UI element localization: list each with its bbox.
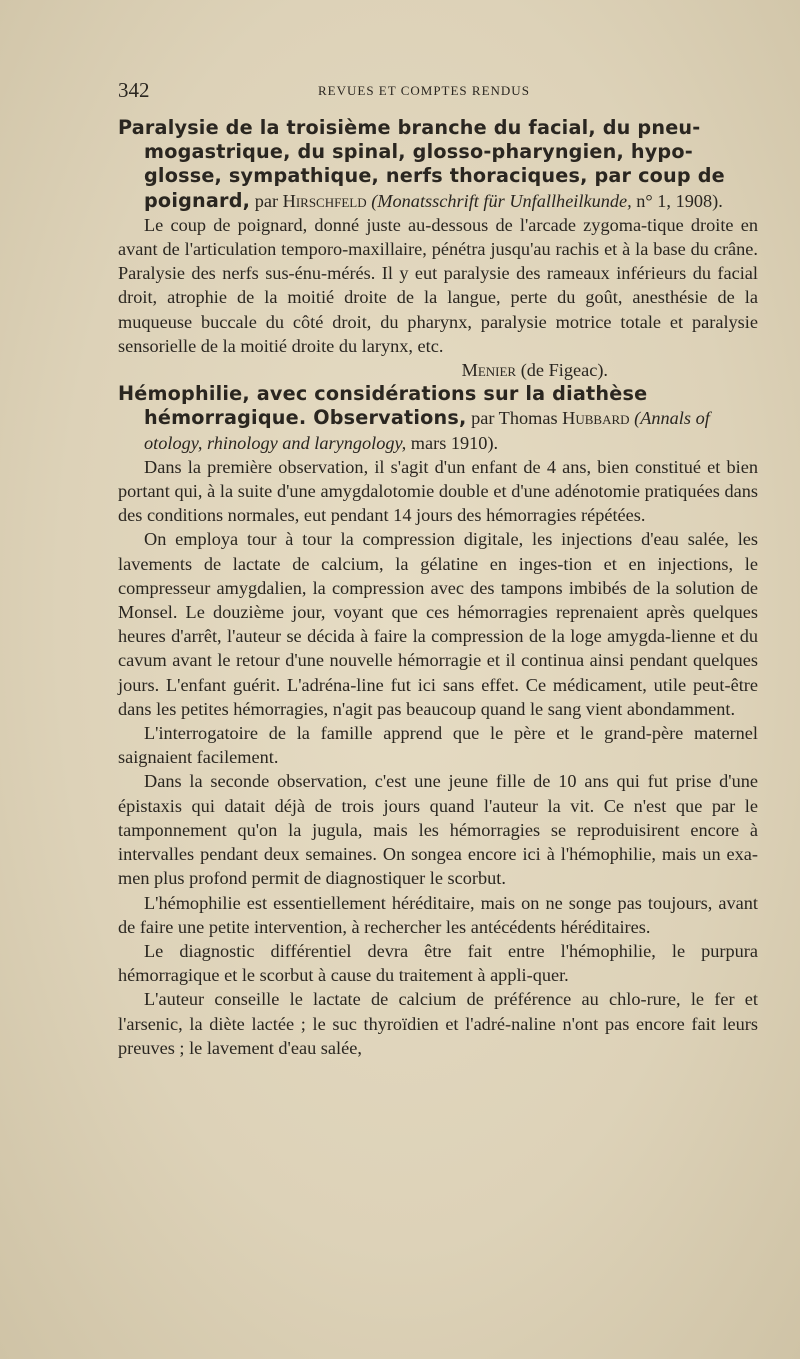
- article2-heading: [118, 382, 758, 455]
- signature-name: Menier: [461, 360, 517, 381]
- article2-paragraph: L'hémophilie est essentiellement héréditaire, mais on ne songe pas toujours, avant de faire une petite intervention, à rechercher les antécédents héréditaires.: [118, 892, 758, 937]
- article2-title: Hémophilie, avec considérations sur la diathèse hémorragique. Observations,: [118, 382, 648, 430]
- article2-paragraph: Le diagnostic différentiel devra être fait entre l'hémophilie, le purpura hémorragique et le scorbut à cause du traitement à appli-quer.: [118, 940, 758, 986]
- page-number: 342: [118, 78, 150, 102]
- article2-par: par Thomas: [471, 408, 558, 429]
- article1-author: Hirschfeld: [282, 190, 367, 211]
- article1-signature: [118, 358, 758, 382]
- article1-journal: (Monatsschrift für Unfallheilkunde,: [371, 190, 632, 211]
- article2-paragraph: Dans la première observation, il s'agit d'un enfant de 4 ans, bien constitué et bien portant qui, à la suite d'une amygdalotomie double et d'une adénotomie pratiquées dans des conditions normales, eut pendant 14 jours des hémorragies répétées.: [118, 456, 758, 526]
- article2-paragraph: Dans la seconde observation, c'est une jeune fille de 10 ans qui fut prise d'une épistaxis qui datait déjà de trois jours quand l'auteur la vit. Ce n'est que par le tamponnement qu'on la jugula, mais les hémorragies se reproduisirent encore à intervalles pendant deux semaines. On songea encore ici à l'hémophilie, mais un exa-men plus profond permit de diagnostiquer le scorbut.: [118, 771, 758, 889]
- article2-paragraph: L'auteur conseille le lactate de calcium de préférence au chlo-rure, le fer et l'arsenic, la diète lactée ; le suc thyroïdien et l'adré-naline n'ont pas encore fait leurs preuves ; le lavement d'eau salée,: [118, 989, 758, 1058]
- article1-heading: [118, 116, 758, 213]
- page-header: [118, 78, 758, 102]
- body-text: [118, 116, 758, 1060]
- article1-par: par: [254, 190, 279, 211]
- article1-paragraph: Le coup de poignard, donné juste au-dessous de l'arcade zygoma-tique droite en avant de l'articulation temporo-maxillaire, pénétra jusqu'au rachis et à la base du crâne. Paralysie des nerfs sus-énu-mérés. Il y eut paralysie des rameaux inférieurs du facial droit, atrophie de la moitié droite de la langue, perte du goût, anesthésie de la muqueuse buccale du côté droit, du pharynx, paralysie motrice totale et paralysie sensorielle de la moitié droite du larynx, etc.: [118, 214, 758, 356]
- article2-issue: mars 1910).: [410, 432, 499, 453]
- article1-issue: n° 1, 1908).: [636, 190, 723, 211]
- article2-journal: (Annals of otology, rhinology and laryngology,: [144, 408, 710, 453]
- article2-paragraph: On employa tour à tour la compression digitale, les injections d'eau salée, les lavements de lactate de calcium, la gélatine en inges-tion et en injections, le compresseur amygdalien, la compression avec des tampons imbibés de la solution de Monsel. Le douzième jour, voyant que ces hémorragies reprenaient après quelques heures d'arrêt, l'auteur se décida à faire la compression de la loge amygda-lienne et du cavum avant le retour d'une nouvelle hémorragie et il continua ainsi pendant quelques jours. L'enfant guérit. L'adréna-line fut ici sans effet. Ce médicament, utile peut-être dans les petites hémorragies, n'agit pas beaucoup quand le sang vient abondamment.: [118, 529, 758, 719]
- article2-paragraph: L'interrogatoire de la famille apprend que le père et le grand-père maternel saignaient facilement.: [118, 723, 758, 768]
- article1-title: Paralysie de la troisième branche du facial, du pneu-mogastrique, du spinal, glosso-pharyngien, hypo-glosse, sympathique, nerfs thoraciques, par coup de poignard,: [118, 116, 725, 212]
- signature-place: (de Figeac).: [520, 360, 608, 381]
- article2-author: Hubbard: [562, 408, 630, 429]
- running-title: REVUES ET COMPTES RENDUS: [318, 83, 530, 98]
